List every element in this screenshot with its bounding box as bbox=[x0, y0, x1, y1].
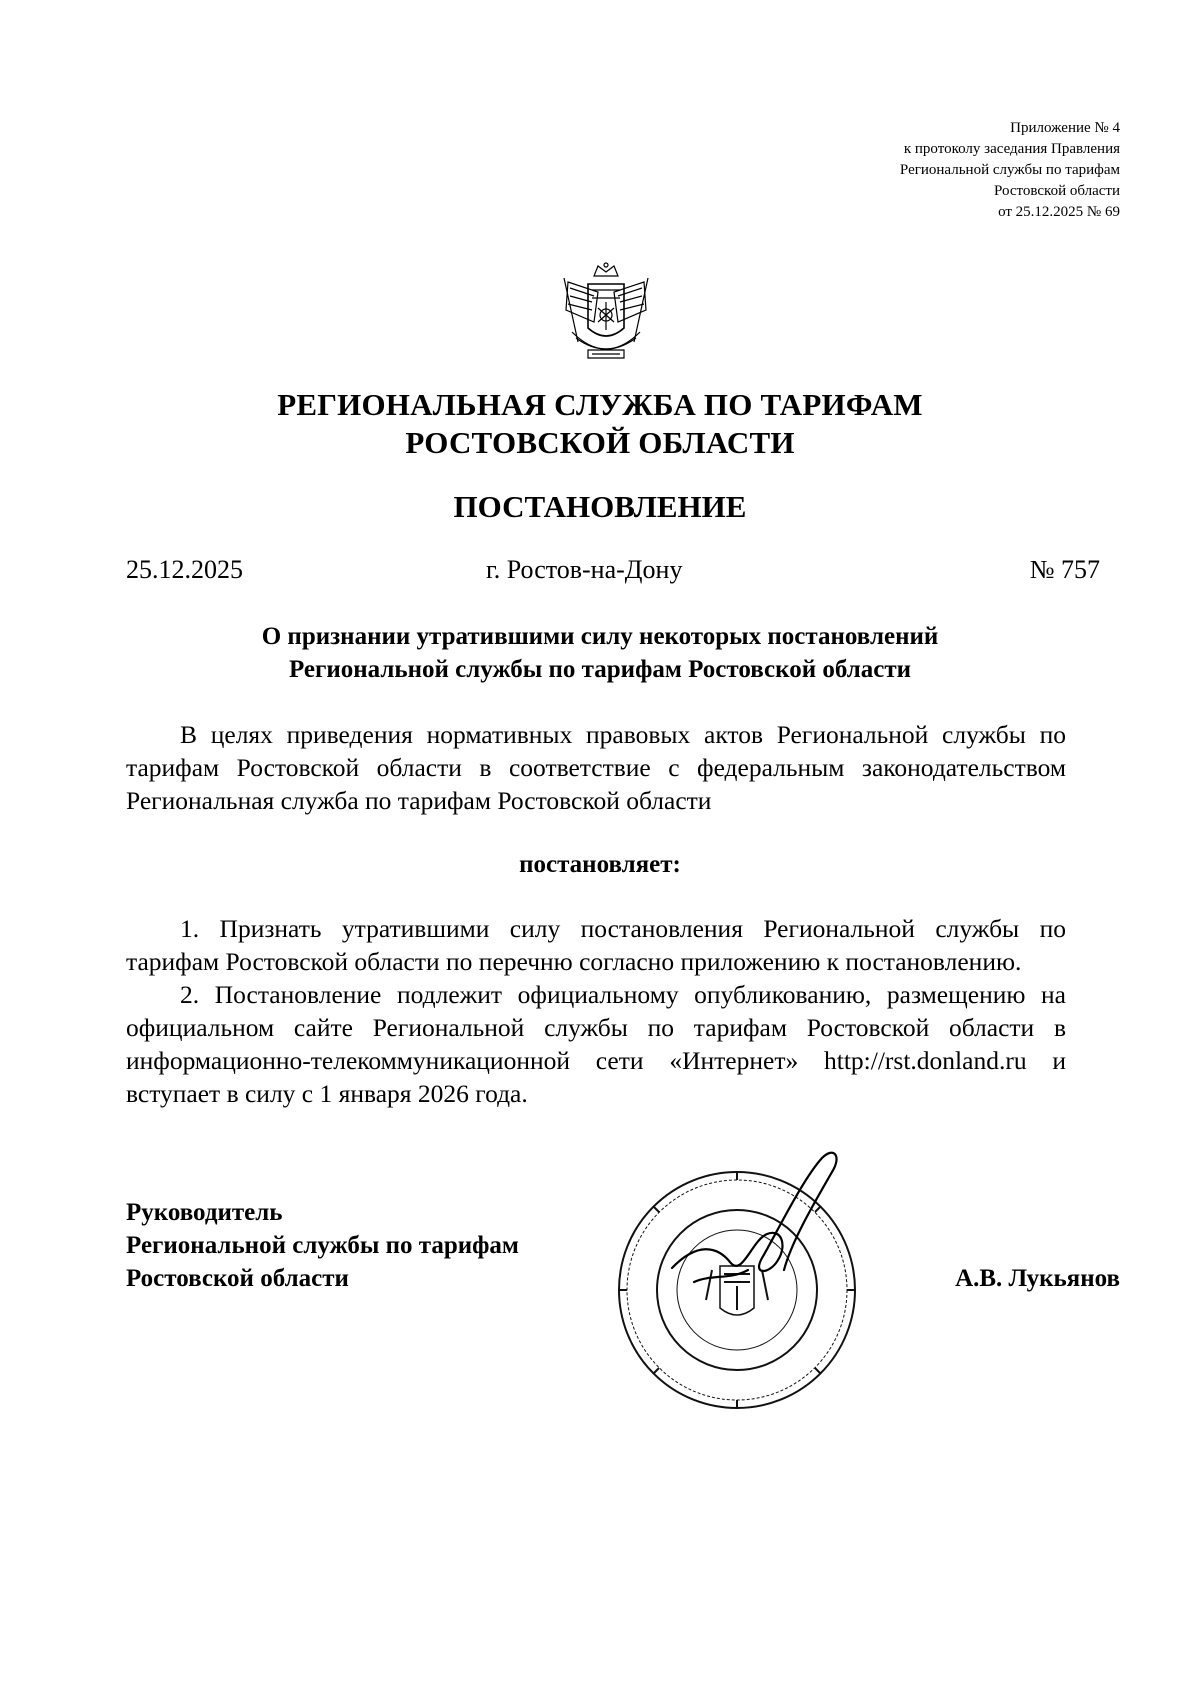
resolution-items bbox=[126, 912, 1066, 1110]
document-number: № 757 bbox=[1029, 555, 1100, 584]
signatory-title-line: Руководитель bbox=[126, 1199, 283, 1226]
appendix-line: Приложение № 4 bbox=[1010, 120, 1120, 136]
appendix-line: Региональной службы по тарифам bbox=[899, 162, 1120, 178]
document-city: г. Ростов-на-Дону bbox=[486, 555, 683, 584]
signatory-name: А.В. Лукьянов bbox=[955, 1265, 1120, 1292]
resolves-heading: постановляет: bbox=[519, 851, 681, 878]
signatory-title-line: Региональной службы по тарифам bbox=[126, 1232, 519, 1259]
appendix-line: Ростовской области bbox=[994, 183, 1120, 199]
preamble-text: В целях приведения нормативных правовых актов Региональной службы по тарифам Ростовской области в соответствие с федеральным законодательством Региональная служба по тарифам Ростовской области bbox=[126, 720, 1066, 815]
document-type: ПОСТАНОВЛЕНИЕ bbox=[453, 489, 747, 524]
subject-line: О признании утратившими силу некоторых постановлений bbox=[261, 623, 939, 650]
subject-line: Региональной службы по тарифам Ростовской области bbox=[288, 656, 912, 683]
signatory-title-line: Ростовской области bbox=[126, 1265, 349, 1292]
organization-line: РОСТОВСКОЙ ОБЛАСТИ bbox=[405, 425, 795, 460]
appendix-line: к протоколу заседания Правления bbox=[903, 141, 1120, 157]
appendix-note bbox=[900, 118, 1120, 223]
resolution-item: 1. Признать утратившими силу постановления Региональной службы по тарифам Ростовской области по перечню согласно приложению к постановлению. bbox=[126, 914, 1066, 976]
document-date: 25.12.2025 bbox=[126, 555, 243, 584]
appendix-line: от 25.12.2025 № 69 bbox=[998, 204, 1120, 220]
official-seal-icon bbox=[602, 1150, 872, 1420]
organization-title bbox=[0, 386, 1200, 462]
organization-line: РЕГИОНАЛЬНАЯ СЛУЖБА ПО ТАРИФАМ bbox=[277, 387, 923, 422]
resolution-item: 2. Постановление подлежит официальному опубликованию, размещению на официальном сайте Региональной службы по тарифам Ростовской области в информационно-телекоммуникационной сети «Интернет» http://rst.donland.ru и вступает в силу с 1 января 2026 года. bbox=[126, 980, 1066, 1108]
preamble bbox=[126, 718, 1066, 817]
document-subject bbox=[0, 620, 1200, 686]
coat-of-arms-icon bbox=[558, 262, 654, 366]
signatory-title bbox=[126, 1196, 519, 1295]
